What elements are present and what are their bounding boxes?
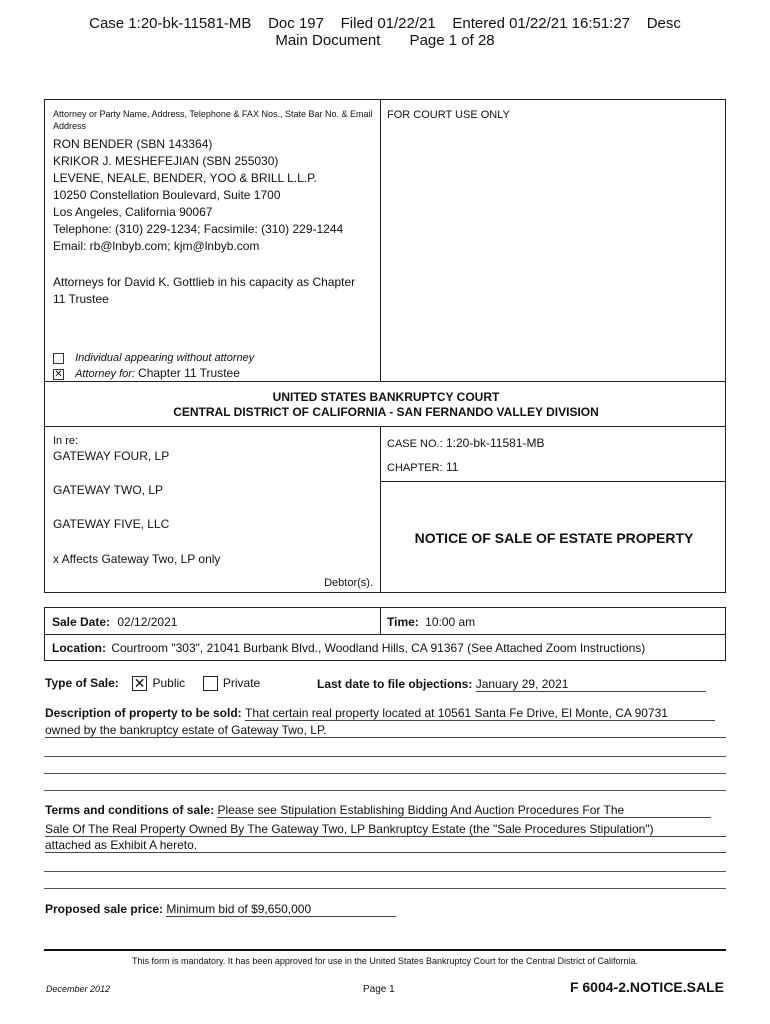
attorney-lines bbox=[53, 136, 378, 255]
mandatory-notice: This form is mandatory. It has been approved for use in the United States Bankruptcy Court for the Central District of California. bbox=[131, 956, 639, 966]
description-line2: owned by the bankruptcy estate of Gateway Two, LP. bbox=[45, 723, 726, 738]
objections-date: January 29, 2021 bbox=[476, 677, 706, 692]
attorney-line: LEVENE, NEALE, BENDER, YOO & BRILL L.L.P. bbox=[53, 171, 317, 185]
debtor-2: GATEWAY TWO, LP bbox=[53, 483, 164, 497]
court-use-box bbox=[380, 99, 726, 382]
sale-date-label: Sale Date: bbox=[52, 615, 111, 629]
court-title-line1: UNITED STATES BANKRUPTCY COURT bbox=[272, 390, 500, 404]
public-checkbox[interactable]: ✕ bbox=[133, 675, 146, 692]
blank-line bbox=[44, 756, 726, 757]
attorney-box bbox=[44, 99, 381, 382]
location-value: Courtroom "303", 21041 Burbank Blvd., Woodland Hills, CA 91367 (See Attached Zoom Instructions) bbox=[111, 641, 646, 655]
chapter-row bbox=[387, 460, 458, 474]
attorney-line: RON BENDER (SBN 143364) bbox=[53, 137, 213, 151]
description-row bbox=[45, 706, 715, 721]
court-title-line2: CENTRAL DISTRICT OF CALIFORNIA - SAN FERNANDO VALLEY DIVISION bbox=[173, 405, 599, 419]
case-header-line2: Main Document Page 1 of 28 bbox=[275, 32, 495, 49]
objections-row bbox=[317, 677, 706, 692]
in-re-label: In re: bbox=[53, 435, 79, 447]
location-label: Location: bbox=[52, 641, 106, 655]
sale-date-row bbox=[52, 615, 177, 629]
blank-line bbox=[44, 790, 726, 791]
debtor-3: GATEWAY FIVE, LLC bbox=[53, 517, 170, 531]
attorney-for-checkbox[interactable]: ✕ bbox=[54, 368, 63, 380]
chapter-value: 11 bbox=[445, 460, 459, 474]
chapter-label: CHAPTER: bbox=[387, 462, 443, 474]
footer-rule bbox=[44, 949, 726, 951]
sale-time-label: Time: bbox=[387, 615, 419, 629]
attorney-line: Telephone: (310) 229-1234; Facsimile: (310) 229-1244 bbox=[53, 222, 344, 236]
notice-title-box bbox=[380, 481, 726, 593]
court-title-box bbox=[44, 381, 726, 427]
location-row bbox=[52, 641, 645, 655]
type-of-sale-label: Type of Sale: bbox=[45, 676, 119, 690]
sale-date-value: 02/12/2021 bbox=[117, 615, 178, 629]
attorney-for-label: Attorney for: bbox=[75, 368, 135, 380]
terms-line2: Sale Of The Real Property Owned By The Gateway Two, LP Bankruptcy Estate (the "Sale Procedures Stipulation") bbox=[45, 822, 726, 837]
description-line1: That certain real property located at 10561 Santa Fe Drive, El Monte, CA 90731 bbox=[245, 706, 715, 721]
form-number: F 6004-2.NOTICE.SALE bbox=[569, 979, 724, 995]
attorney-for-value: Chapter 11 Trustee bbox=[138, 366, 240, 380]
sale-time-row bbox=[387, 615, 475, 629]
description-label: Description of property to be sold: bbox=[45, 706, 242, 720]
blank-line bbox=[44, 773, 726, 774]
court-use-label: FOR COURT USE ONLY bbox=[387, 109, 510, 121]
footer-date: December 2012 bbox=[46, 984, 111, 994]
notice-title: NOTICE OF SALE OF ESTATE PROPERTY bbox=[414, 530, 694, 546]
attorneys-for-line2: 11 Trustee bbox=[53, 292, 109, 306]
case-box bbox=[380, 426, 726, 482]
attorney-line: Email: rb@lnbyb.com; kjm@lnbyb.com bbox=[53, 239, 260, 253]
sale-date-box bbox=[44, 607, 381, 635]
debtors-label: Debtor(s). bbox=[324, 577, 373, 589]
case-no-label: CASE NO.: bbox=[387, 438, 443, 450]
attorney-line: KRIKOR J. MESHEFEJIAN (SBN 255030) bbox=[53, 154, 279, 168]
location-box bbox=[44, 634, 726, 661]
attorney-line: Los Angeles, California 90067 bbox=[53, 205, 213, 219]
individual-label: Individual appearing without attorney bbox=[75, 352, 255, 364]
individual-checkbox[interactable] bbox=[53, 353, 64, 364]
case-no-row bbox=[387, 436, 544, 450]
private-label: Private bbox=[222, 676, 261, 690]
private-checkbox[interactable] bbox=[203, 676, 218, 691]
terms-label: Terms and conditions of sale: bbox=[45, 803, 215, 817]
blank-line bbox=[44, 871, 726, 872]
terms-line3: attached as Exhibit A hereto. bbox=[45, 838, 726, 853]
case-header-line1: Case 1:20-bk-11581-MB Doc 197 Filed 01/22/21 Entered 01/22/21 16:51:27 Desc bbox=[89, 15, 681, 32]
terms-row bbox=[45, 803, 711, 818]
attorney-for-row bbox=[53, 366, 240, 380]
debtor-1: GATEWAY FOUR, LP bbox=[53, 449, 170, 463]
sale-time-box bbox=[380, 607, 726, 635]
terms-line1: Please see Stipulation Establishing Bidding And Auction Procedures For The bbox=[217, 803, 711, 818]
affects-text: x Affects Gateway Two, LP only bbox=[53, 552, 221, 566]
price-value: Minimum bid of $9,650,000 bbox=[166, 902, 396, 917]
objections-label: Last date to file objections: bbox=[317, 677, 473, 691]
price-row bbox=[45, 902, 396, 917]
in-re-box bbox=[44, 426, 381, 593]
individual-row bbox=[53, 352, 254, 364]
public-label: Public bbox=[152, 676, 186, 690]
type-of-sale-row bbox=[45, 676, 260, 691]
sale-time-value: 10:00 am bbox=[425, 615, 476, 629]
case-no-value: 1:20-bk-11581-MB bbox=[445, 436, 545, 450]
blank-line bbox=[44, 888, 726, 889]
footer-page: Page 1 bbox=[363, 984, 395, 995]
attorneys-for-text bbox=[53, 274, 378, 308]
attorney-label: Attorney or Party Name, Address, Telephone & FAX Nos., State Bar No. & Email Address bbox=[53, 109, 373, 131]
attorneys-for-line1: Attorneys for David K. Gottlieb in his capacity as Chapter bbox=[53, 275, 356, 289]
price-label: Proposed sale price: bbox=[45, 902, 164, 916]
attorney-line: 10250 Constellation Boulevard, Suite 1700 bbox=[53, 188, 281, 202]
